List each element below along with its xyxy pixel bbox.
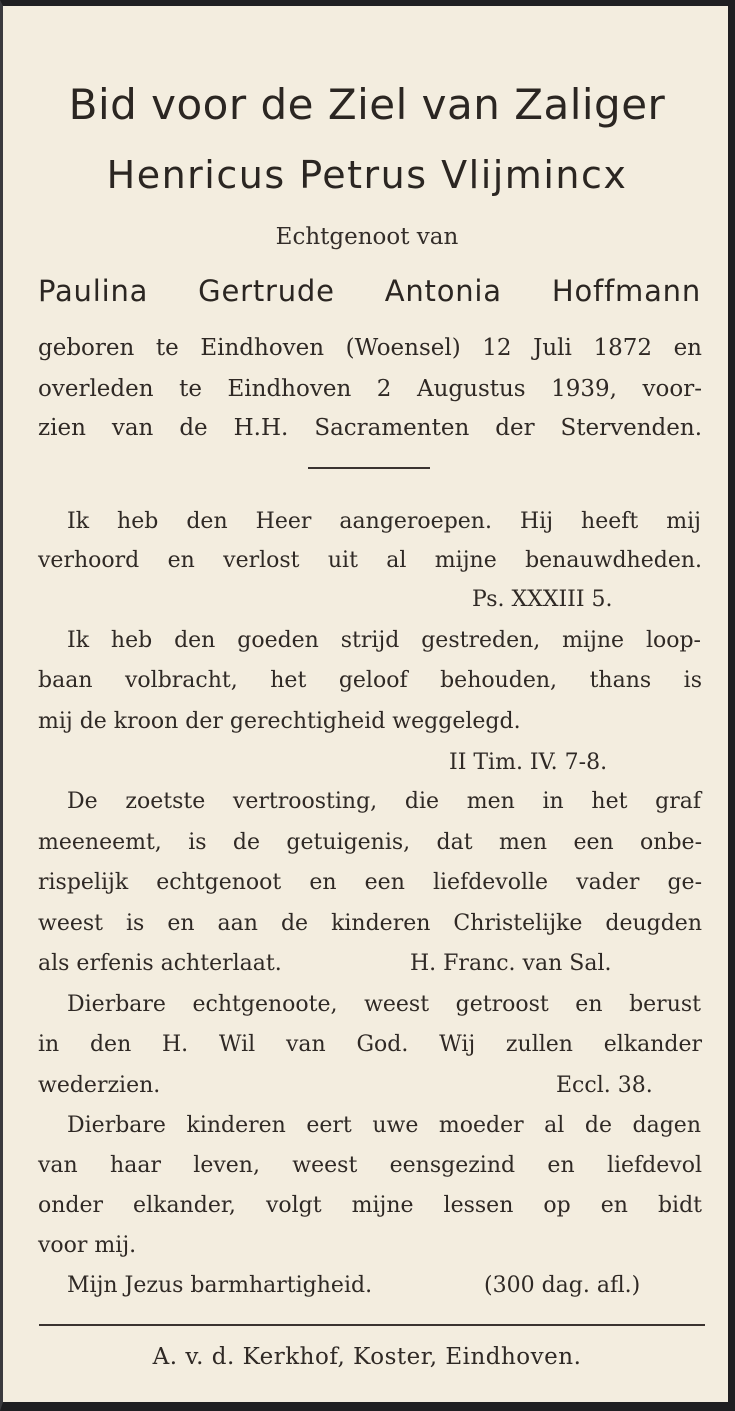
prayer-line: Mijn Jezus barmhartigheid.	[67, 1273, 373, 1298]
quote-line: Ik heb den Heer aangeroepen. Hij heeft mij	[67, 509, 701, 534]
spouse-label: Echtgenoot van	[275, 224, 459, 250]
quote-line: meeneemt, is de getuigenis, dat men een onbe-	[38, 830, 702, 855]
printer-credit: A. v. d. Kerkhof, Koster, Eindhoven.	[152, 1344, 582, 1370]
quote-line: wederzien.	[38, 1073, 161, 1098]
bio-line: geboren te Eindhoven (Woensel) 12 Juli 1872 en	[38, 335, 702, 361]
deceased-name: Henricus Petrus Vlijmincx	[106, 153, 628, 197]
quote-line: Ik heb den goeden strijd gestreden, mijne loop-	[67, 628, 701, 653]
quote-line: onder elkander, volgt mijne lessen op en bidt	[38, 1193, 702, 1218]
quote-line: als erfenis achterlaat.	[38, 951, 282, 976]
bio-line: overleden te Eindhoven 2 Augustus 1939, voor-	[38, 376, 702, 402]
bio-line: zien van de H.H. Sacramenten der Stervenden.	[38, 415, 702, 441]
quote-line: Dierbare echtgenoote, weest getroost en berust	[67, 992, 701, 1017]
quote-line: mij de kroon der gerechtigheid weggelegd.	[38, 709, 521, 734]
quote-line: baan volbracht, het geloof behouden, thans is	[38, 668, 702, 693]
footer-divider	[39, 1324, 705, 1326]
quote-line: Dierbare kinderen eert uwe moeder al de dagen	[67, 1113, 701, 1138]
quote-line: in den H. Wil van God. Wij zullen elkander	[38, 1032, 702, 1057]
quote-line: voor mij.	[38, 1233, 137, 1258]
short-divider	[308, 467, 430, 469]
prayer-heading: Bid voor de Ziel van Zaliger	[68, 80, 666, 129]
scripture-reference: II Tim. IV. 7-8.	[449, 750, 608, 775]
scripture-reference: H. Franc. van Sal.	[410, 951, 612, 976]
scripture-reference: Ps. XXXIII 5.	[472, 587, 613, 612]
indulgence-note: (300 dag. afl.)	[484, 1273, 641, 1298]
quote-line: van haar leven, weest eensgezind en liefdevol	[38, 1153, 702, 1178]
spouse-name: Paulina Gertrude Antonia Hoffmann	[38, 274, 701, 308]
quote-line: weest is en aan de kinderen Christelijke deugden	[38, 911, 702, 936]
quote-line: verhoord en verlost uit al mijne benauwdheden.	[38, 548, 702, 573]
quote-line: rispelijk echtgenoot en een liefdevolle vader ge-	[38, 870, 702, 895]
quote-line: De zoetste vertroosting, die men in het graf	[67, 789, 701, 814]
scripture-reference: Eccl. 38.	[556, 1073, 653, 1098]
